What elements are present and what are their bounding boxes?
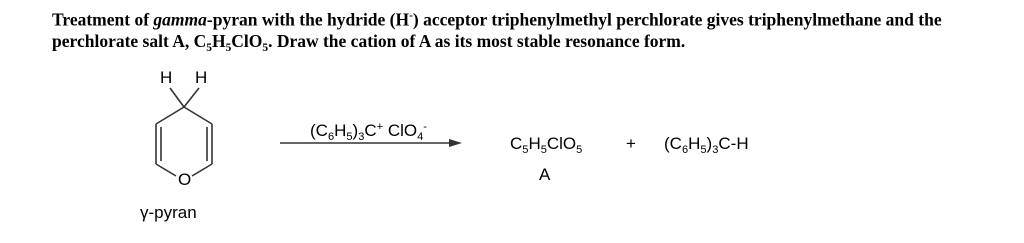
ring-bond-top-right bbox=[184, 107, 212, 124]
h-left-label: H bbox=[160, 68, 173, 87]
question-line-2: perchlorate salt A, $C_5H_5ClO_5$. Draw the cation of A as its most stable resonance form. bbox=[52, 31, 686, 55]
c-h-bond-right bbox=[184, 88, 199, 107]
product-a-label: A bbox=[539, 165, 551, 184]
ring-bond-bottom-right bbox=[192, 164, 212, 176]
h-right-label: H bbox=[195, 68, 208, 87]
c-h-bond-left bbox=[170, 88, 184, 107]
plus-sign: + bbox=[626, 134, 636, 153]
triphenylmethane-formula: $(C_6H_5)_3C-H$ bbox=[664, 134, 749, 156]
oxygen-label: O bbox=[178, 170, 192, 189]
product-a-formula: $C_5H_5ClO_5$ bbox=[510, 134, 583, 156]
question-line-1: Treatment of gamma-pyran with the hydride (H-) acceptor triphenylmethyl perchlorate gives triphenylmethane and the bbox=[52, 9, 942, 30]
reagent-label: $(C_6H_5)_3C^+$ ClO$_4$- bbox=[310, 121, 427, 143]
reaction-arrow-head bbox=[449, 139, 462, 147]
ring-bond-top-left bbox=[156, 107, 184, 124]
ring-bond-bottom-left bbox=[156, 164, 176, 176]
gamma-pyran-name: γ-pyran bbox=[140, 203, 197, 222]
gamma-pyran-structure bbox=[156, 88, 212, 176]
